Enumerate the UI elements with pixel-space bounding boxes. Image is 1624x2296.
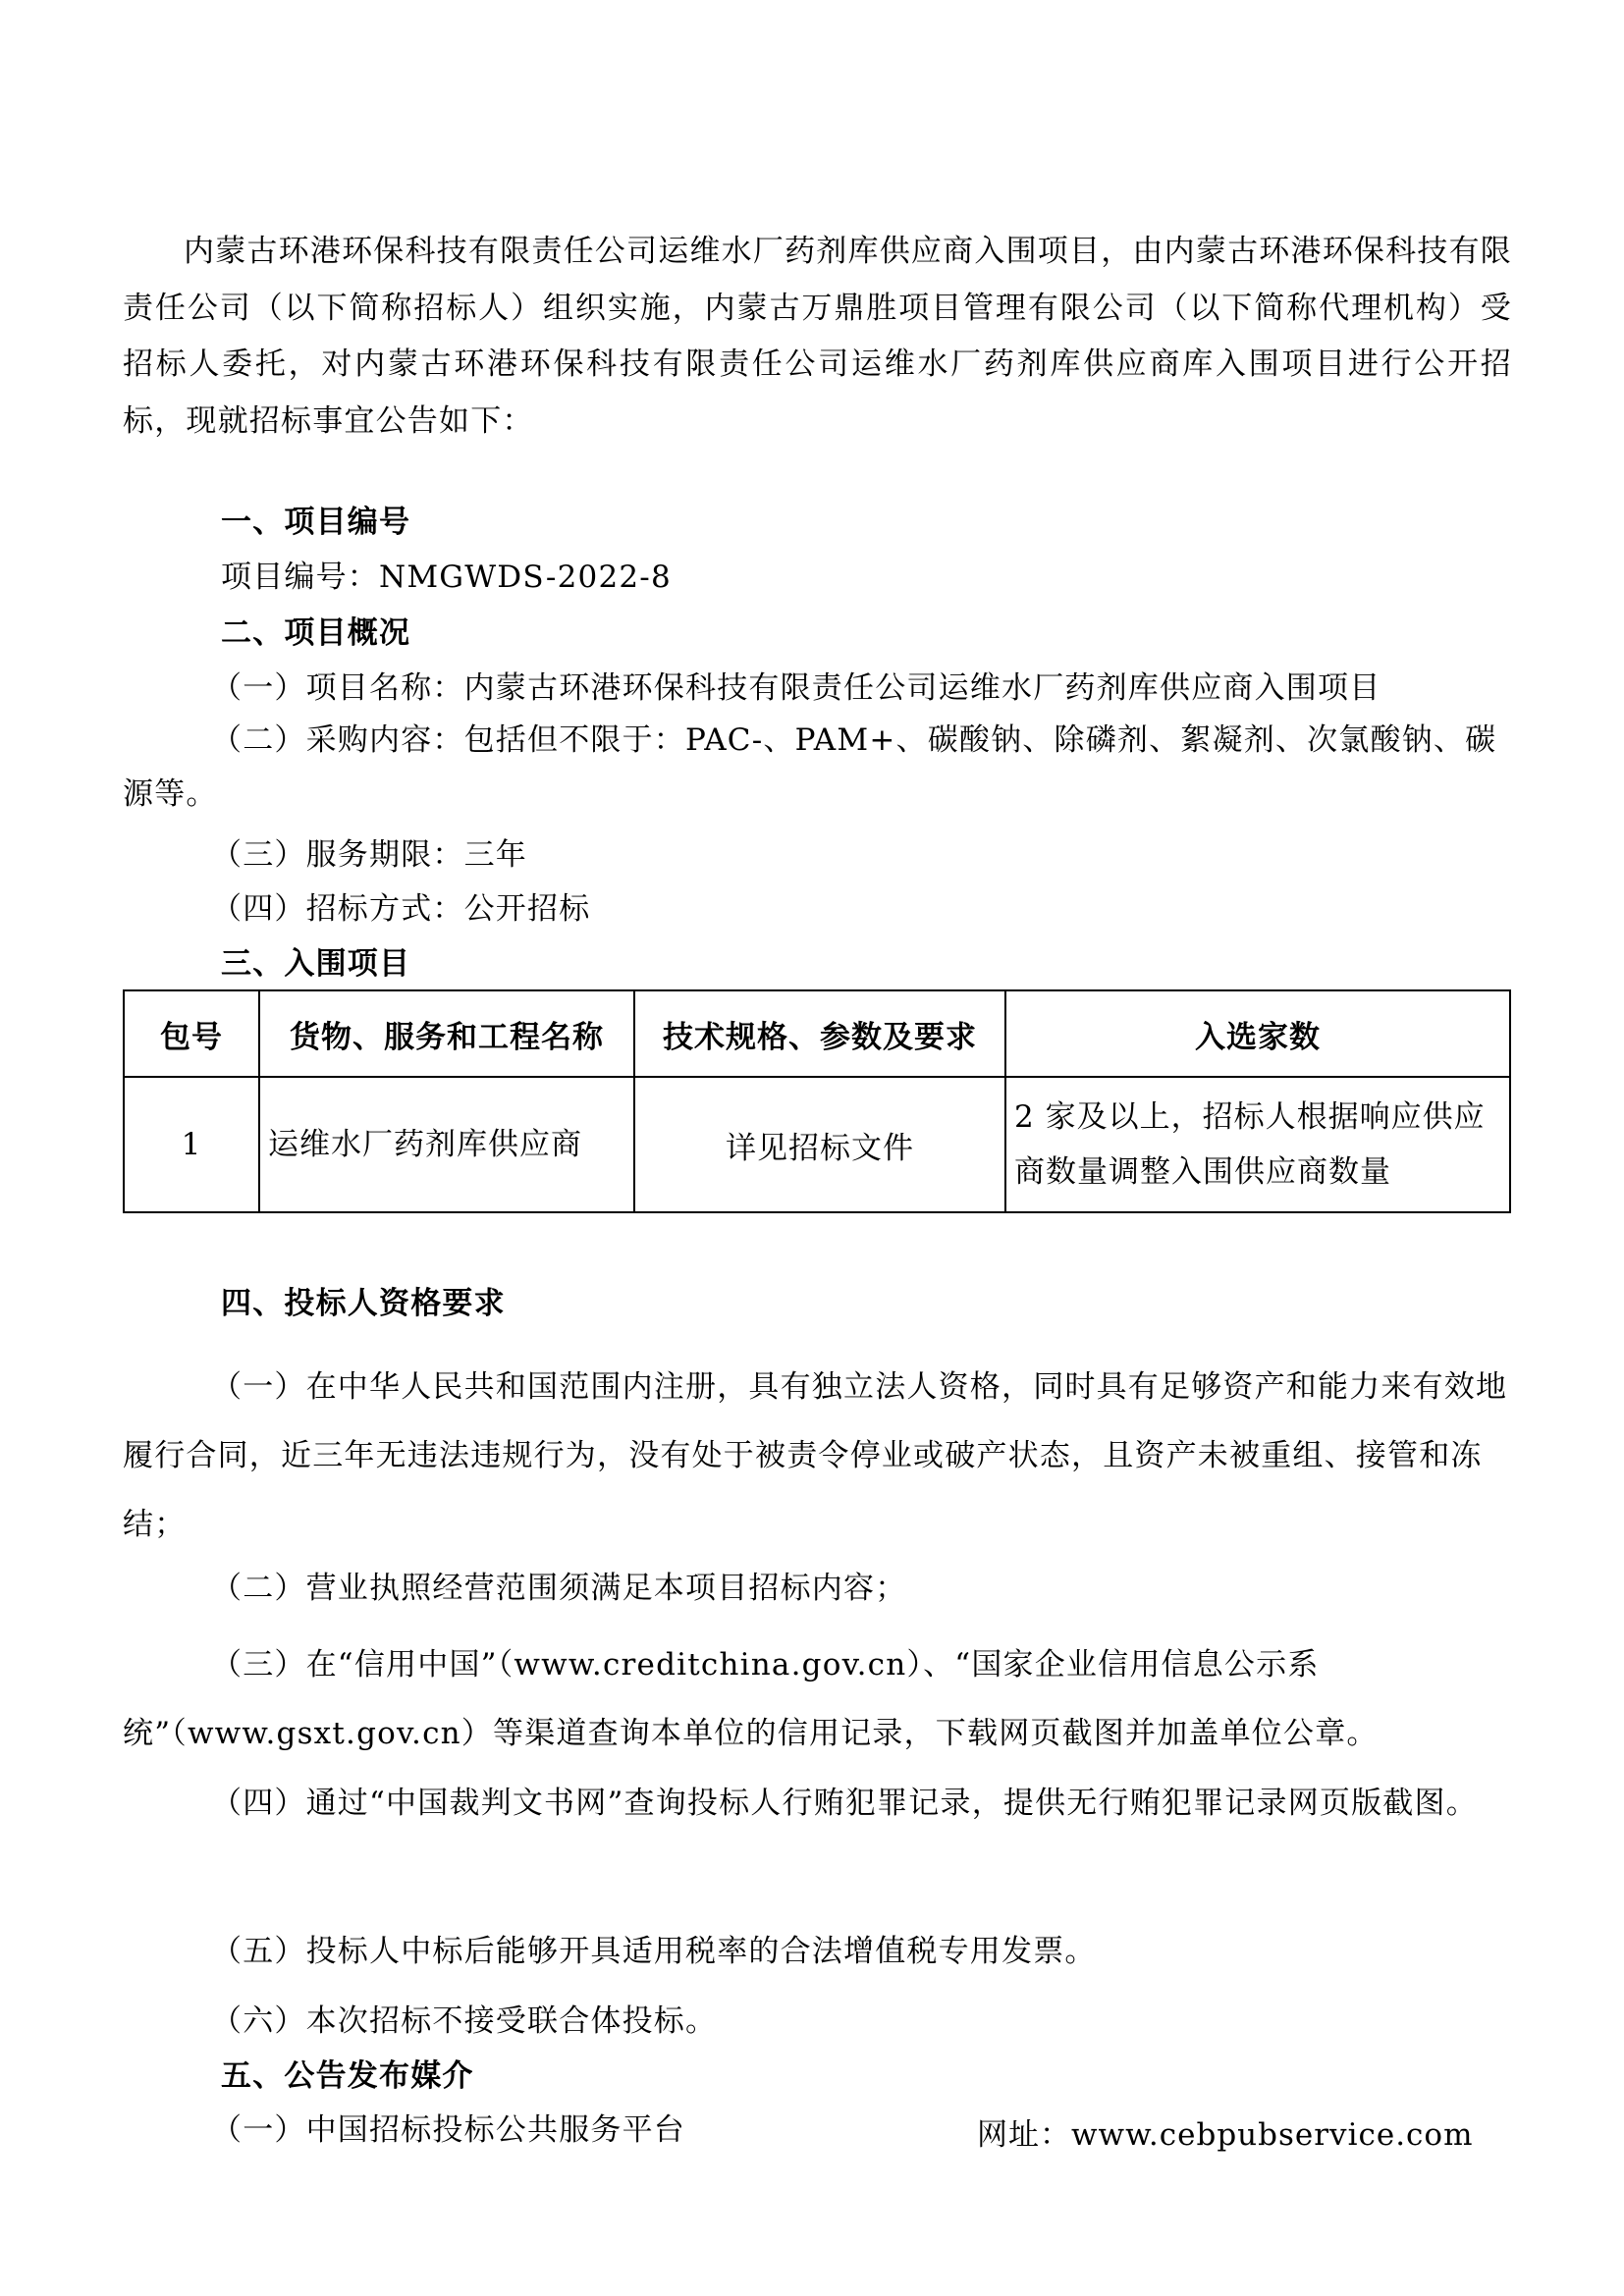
header-selected-count: 入选家数 <box>1005 990 1510 1077</box>
service-term: （三）服务期限：三年 <box>211 837 527 873</box>
header-item-name: 货物、服务和工程名称 <box>259 990 634 1077</box>
procurement-content: （二）采购内容：包括但不限于：PAC-、PAM+、碳酸钠、除磷剂、絮凝剂、次氯酸钠、碳源等。 <box>123 722 1497 812</box>
qualification-6: （六）本次招标不接受联合体投标。 <box>211 2003 718 2039</box>
cell-selected-count: 2 家及以上，招标人根据响应供应商数量调整入围供应商数量 <box>1005 1077 1510 1212</box>
shortlist-table <box>123 989 1511 1213</box>
cell-item-name: 运维水厂药剂库供应商 <box>259 1077 634 1212</box>
media-platform-name: （一）中国招标投标公共服务平台 <box>211 2112 685 2148</box>
header-package-no: 包号 <box>124 990 259 1077</box>
section3-heading: 三、入围项目 <box>221 946 411 982</box>
section1-heading: 一、项目编号 <box>221 505 411 540</box>
media-platform-url: 网址：www.cebpubservice.com <box>977 2117 1474 2153</box>
qualification-5: （五）投标人中标后能够开具适用税率的合法增值税专用发票。 <box>211 1934 1097 1969</box>
cell-specs: 详见招标文件 <box>634 1077 1005 1212</box>
project-number: 项目编号：NMGWDS-2022-8 <box>221 560 672 595</box>
qualification-2: （二）营业执照经营范围须满足本项目招标内容； <box>211 1571 907 1606</box>
project-name: （一）项目名称：内蒙古环港环保科技有限责任公司运维水厂药剂库供应商入围项目 <box>211 670 1381 706</box>
qualification-4: （四）通过“中国裁判文书网”查询投标人行贿犯罪记录，提供无行贿犯罪记录网页版截图。 <box>211 1786 1478 1821</box>
table-header-row <box>124 990 1510 1077</box>
intro-paragraph: 内蒙古环港环保科技有限责任公司运维水厂药剂库供应商入围项目，由内蒙古环港环保科技有限责任公司（以下简称招标人）组织实施，内蒙古万鼎胜项目管理有限公司（以下简称代理机构）受招标人委托，对内蒙古环港环保科技有限责任公司运维水厂药剂库供应商库入围项目进行公开招标，现就招标事宜公告如下： <box>123 234 1512 439</box>
table-row <box>124 1077 1510 1212</box>
section2-heading: 二、项目概况 <box>221 615 411 651</box>
qualification-1: （一）在中华人民共和国范围内注册，具有独立法人资格，同时具有足够资产和能力来有效地履行合同，近三年无违法违规行为，没有处于被责令停业或破产状态，且资产未被重组、接管和冻结； <box>123 1369 1508 1542</box>
qualification-3: （三）在“信用中国”（www.creditchina.gov.cn）、“国家企业信用信息公示系统”（www.gsxt.gov.cn）等渠道查询本单位的信用记录，下载网页截图并加盖单位公章。 <box>123 1647 1379 1751</box>
header-specs: 技术规格、参数及要求 <box>634 990 1005 1077</box>
tender-method: （四）招标方式：公开招标 <box>211 891 591 927</box>
section5-heading: 五、公告发布媒介 <box>221 2058 474 2094</box>
cell-package-no: 1 <box>124 1077 259 1212</box>
section4-heading: 四、投标人资格要求 <box>221 1286 506 1321</box>
